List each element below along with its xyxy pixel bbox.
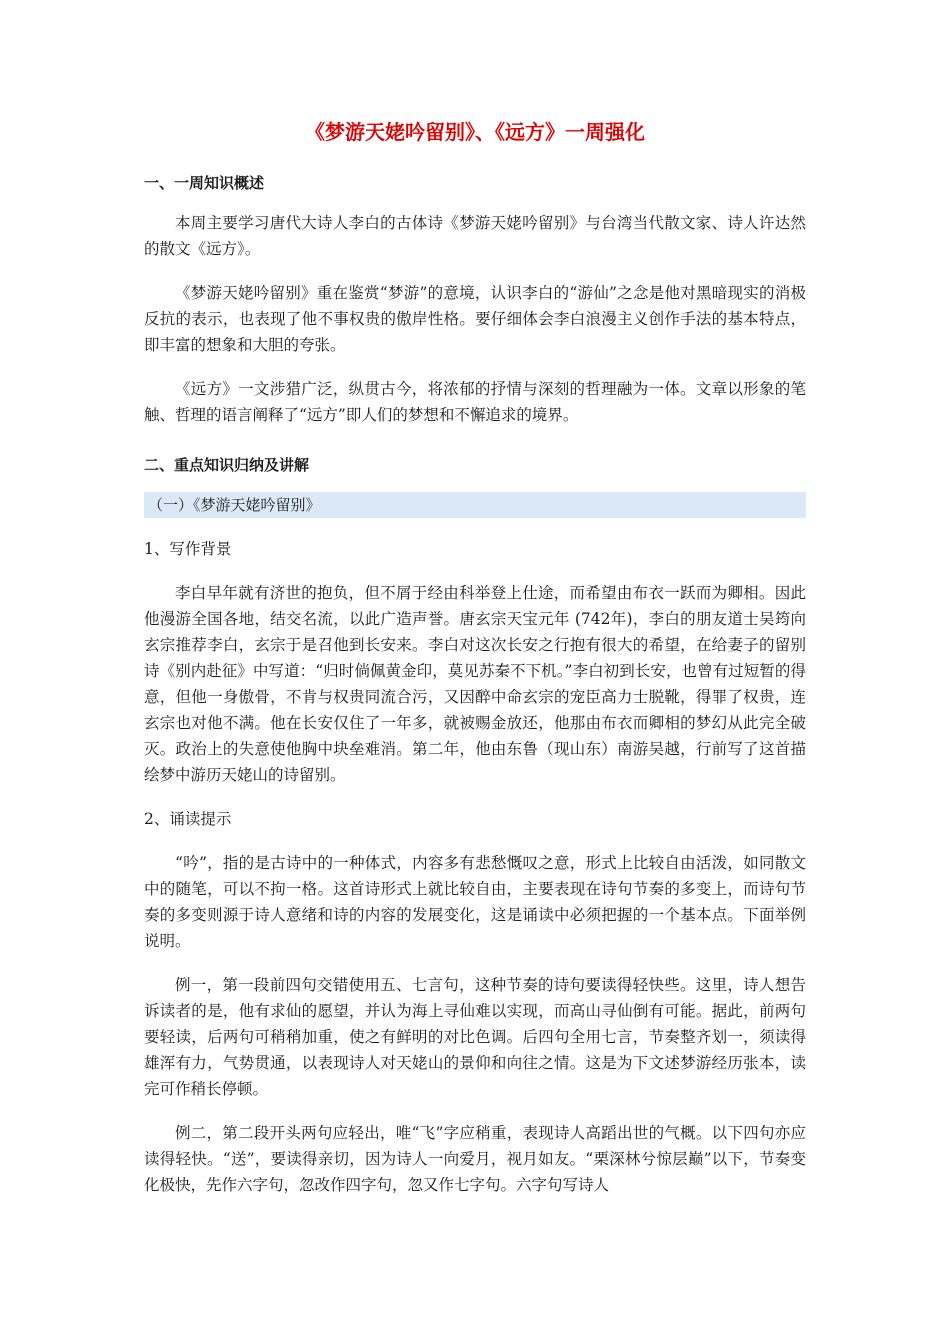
overview-paragraph: 本周主要学习唐代大诗人李白的古体诗《梦游天姥吟留别》与台湾当代散文家、诗人许达然的散文《远方》。	[144, 214, 806, 258]
subsection-banner: （一）《梦游天姥吟留别》	[144, 492, 806, 518]
reading-tips-paragraph: “吟”，指的是古诗中的一种体式，内容多有悲愁慨叹之意，形式上比较自由活泼，如同散文中的随笔，可以不拘一格。这首诗形式上就比较自由，主要表现在诗句节奏的多变上，而诗句节奏的多变则源于诗人意绪和诗的内容的发展变化，这是诵读中必须把握的一个基本点。下面举例说明。	[144, 854, 806, 950]
section-heading-overview: 一、一周知识概述	[144, 174, 265, 192]
overview-paragraph: 《梦游天姥吟留别》重在鉴赏“梦游”的意境，认识李白的“游仙”之念是他对黑暗现实的消极反抗的表示，也表现了他不事权贵的傲岸性格。要仔细体会李白浪漫主义创作手法的基本特点，即丰富的想象和大胆的夸张。	[144, 284, 806, 354]
reading-tips-paragraph: 例一，第一段前四句交错使用五、七言句，这种节奏的诗句要读得轻快些。这里，诗人想告诉读者的是，他有求仙的愿望，并认为海上寻仙难以实现，而高山寻仙倒有可能。据此，前两句要轻读，后两句可稍稍加重，使之有鲜明的对比色调。后四句全用七言，节奏整齐划一，须读得雄浑有力，气势贯通，以表现诗人对天姥山的景仰和向往之情。这是为下文述梦游经历张本，读完可作稍长停顿。	[144, 976, 806, 1098]
background-paragraph: 李白早年就有济世的抱负，但不屑于经由科举登上仕途，而希望由布衣一跃而为卿相。因此他漫游全国各地，结交名流，以此广造声誉。唐玄宗天宝元年 (742年)，李白的朋友道士吴筠向玄宗推荐李白，玄宗于是召他到长安来。李白对这次长安之行抱有很大的希望，在给妻子的留别诗《别内赴征》中写道：“归时倘佩黄金印，莫见苏秦不下机。”李白初到长安，也曾有过短暂的得意，但他一身傲骨，不肯与权贵同流合污，又因醉中命玄宗的宠臣高力士脱靴，得罪了权贵，连玄宗也对他不满。他在长安仅住了一年多，就被赐金放还，他那由布衣而卿相的梦幻从此完全破灭。政治上的失意使他胸中块垒难消。第二年，他由东鲁（现山东）南游吴越，行前写了这首描绘梦中游历天姥山的诗留别。	[144, 584, 806, 784]
reading-tips-paragraph: 例二，第二段开头两句应轻出，唯“飞”字应稍重，表现诗人高蹈出世的气概。以下四句亦应读得轻快。“送”，要读得亲切，因为诗人一向爱月，视月如友。“栗深林兮惊层巅”以下，节奏变化极快，先作六字句，忽改作四字句，忽又作七字句。六字句写诗人	[144, 1124, 806, 1194]
overview-paragraph: 《远方》一文涉猎广泛，纵贯古今，将浓郁的抒情与深刻的哲理融为一体。文章以形象的笔触、哲理的语言阐释了“远方”即人们的梦想和不懈追求的境界。	[144, 380, 806, 424]
section-heading-key-points: 二、重点知识归纳及讲解	[144, 456, 310, 474]
subheading-reading-tips: 2、诵读提示	[144, 810, 232, 828]
document-title: 《梦游天姥吟留别》、《远方》一周强化	[305, 120, 645, 144]
subheading-background: 1、写作背景	[144, 540, 232, 558]
document-page	[144, 118, 806, 1216]
